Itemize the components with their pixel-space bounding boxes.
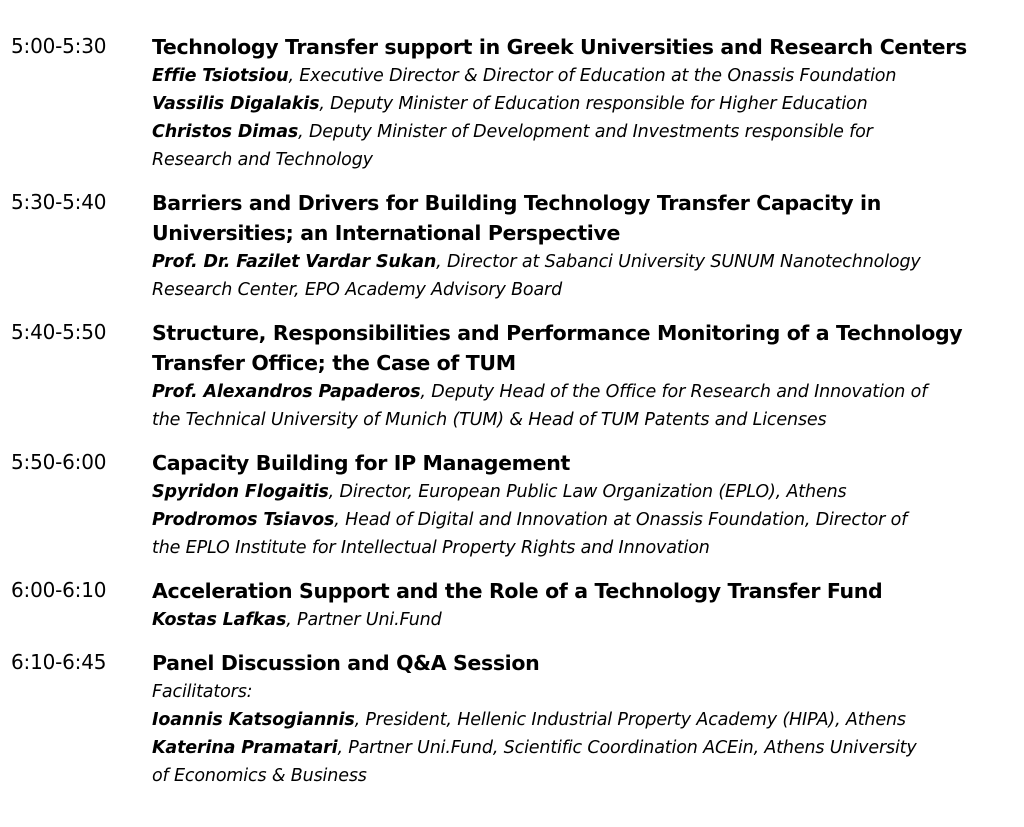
- speaker-role: of Economics & Business: [152, 766, 367, 786]
- speaker-line: [152, 478, 1024, 506]
- speaker-role: , Deputy Minister of Education responsible for Higher Education: [319, 94, 868, 114]
- session-6: [0, 648, 1024, 790]
- speaker-name: Effie Tsiotsiou: [152, 66, 289, 86]
- session-4: [0, 448, 1024, 562]
- speaker-role: , Head of Digital and Innovation at Onassis Foundation, Director of: [334, 510, 908, 530]
- speaker-role: Facilitators:: [152, 682, 253, 702]
- speaker-name: Prodromos Tsiavos: [152, 510, 335, 530]
- speaker-role: Research Center, EPO Academy Advisory Board: [152, 280, 563, 300]
- speaker-line: [152, 506, 1024, 534]
- session-title: Technology Transfer support in Greek Universities and Research Centers: [152, 35, 967, 59]
- session-title: Panel Discussion and Q&A Session: [152, 651, 540, 675]
- session-title: Capacity Building for IP Management: [152, 451, 570, 475]
- session-3: [0, 318, 1024, 434]
- speaker-role: , Director at Sabanci University SUNUM Nanotechnology: [436, 252, 921, 272]
- speaker-name: Prof. Dr. Fazilet Vardar Sukan: [152, 252, 437, 272]
- session-time: 5:00-5:30: [11, 34, 107, 58]
- session-title-continued: Universities; an International Perspective: [152, 221, 621, 245]
- speaker-line: [152, 762, 1024, 790]
- speaker-role: , Partner Uni.Fund, Scientific Coordination ACEin, Athens University: [337, 738, 917, 758]
- agenda: [0, 32, 1024, 804]
- speaker-name: Christos Dimas: [152, 122, 299, 142]
- speaker-role: , Deputy Head of the Office for Research and Innovation of: [420, 382, 928, 402]
- speaker-role: , Director, European Public Law Organization (EPLO), Athens: [328, 482, 847, 502]
- speaker-line: [152, 734, 1024, 762]
- speaker-line: [152, 146, 1024, 174]
- speaker-name: Prof. Alexandros Papaderos: [152, 382, 421, 402]
- speaker-line: [152, 534, 1024, 562]
- speaker-line: [152, 678, 1024, 706]
- session-2: [0, 188, 1024, 304]
- session-time: 6:00-6:10: [11, 578, 107, 602]
- speaker-name: Kostas Lafkas: [152, 610, 287, 630]
- speaker-role: , Deputy Minister of Development and Investments responsible for: [298, 122, 873, 142]
- session-time: 5:40-5:50: [11, 320, 107, 344]
- speaker-line: [152, 248, 1024, 276]
- speaker-role: the Technical University of Munich (TUM) & Head of TUM Patents and Licenses: [152, 410, 827, 430]
- speaker-role: , Executive Director & Director of Education at the Onassis Foundation: [288, 66, 897, 86]
- session-1: [0, 32, 1024, 174]
- session-title: Structure, Responsibilities and Performance Monitoring of a Technology: [152, 321, 963, 345]
- session-time: 6:10-6:45: [11, 650, 107, 674]
- speaker-line: [152, 378, 1024, 406]
- speaker-line: [152, 90, 1024, 118]
- session-title: Acceleration Support and the Role of a Technology Transfer Fund: [152, 579, 883, 603]
- speaker-role: , Partner Uni.Fund: [286, 610, 442, 630]
- speaker-line: [152, 606, 1024, 634]
- speaker-line: [152, 276, 1024, 304]
- speaker-line: [152, 118, 1024, 146]
- speaker-line: [152, 706, 1024, 734]
- speaker-line: [152, 62, 1024, 90]
- session-5: [0, 576, 1024, 634]
- speaker-role: , President, Hellenic Industrial Property Academy (HIPA), Athens: [354, 710, 906, 730]
- speaker-name: Vassilis Digalakis: [152, 94, 320, 114]
- session-time: 5:50-6:00: [11, 450, 107, 474]
- speaker-role: Research and Technology: [152, 150, 373, 170]
- speaker-line: [152, 406, 1024, 434]
- speaker-name: Ioannis Katsogiannis: [152, 710, 355, 730]
- speaker-role: the EPLO Institute for Intellectual Property Rights and Innovation: [152, 538, 710, 558]
- session-title: Barriers and Drivers for Building Technology Transfer Capacity in: [152, 191, 881, 215]
- speaker-name: Katerina Pramatari: [152, 738, 338, 758]
- session-time: 5:30-5:40: [11, 190, 107, 214]
- session-title-continued: Transfer Office; the Case of TUM: [152, 351, 516, 375]
- speaker-name: Spyridon Flogaitis: [152, 482, 329, 502]
